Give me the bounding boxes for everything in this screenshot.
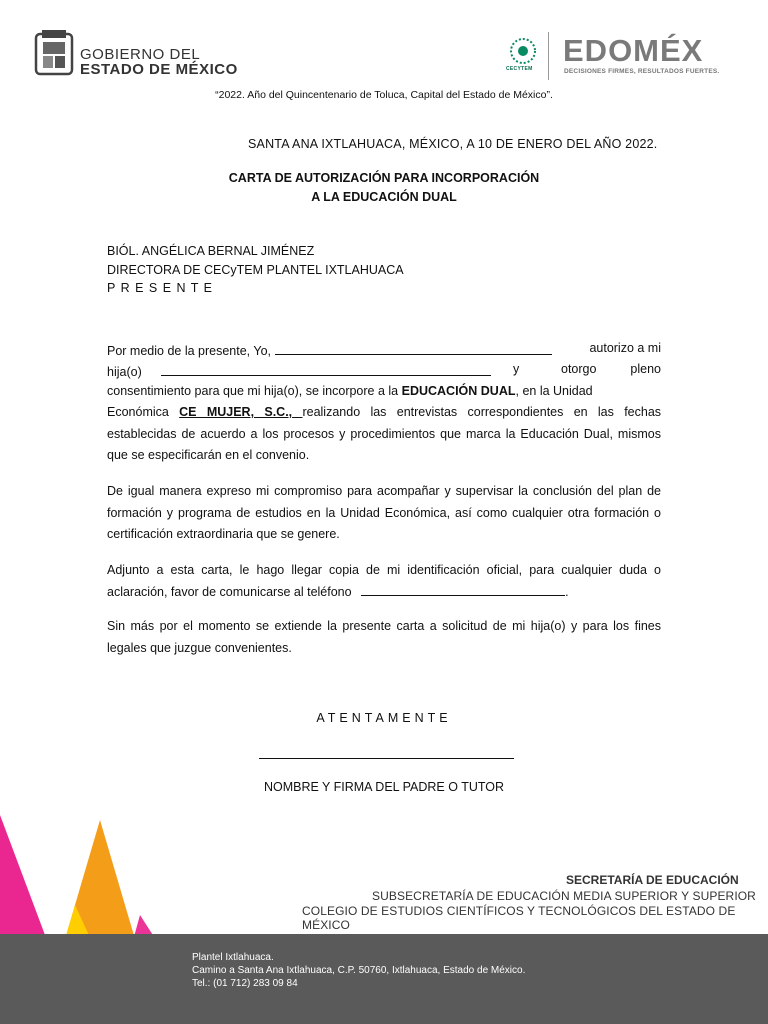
atentamente: ATENTAMENTE <box>316 711 452 725</box>
signature-line[interactable] <box>259 758 514 759</box>
secretaria-line2: SUBSECRETARÍA DE EDUCACIÓN MEDIA SUPERIOR Y SUPERIOR <box>372 889 756 903</box>
company-name: CE MUJER, S.C., <box>179 405 303 419</box>
secretaria-line1: SECRETARÍA DE EDUCACIÓN <box>566 873 739 887</box>
recipient-position: DIRECTORA DE CECyTEM PLANTEL IXTLAHUACA <box>107 263 404 277</box>
letter-title-line2: A LA EDUCACIÓN DUAL <box>311 190 457 204</box>
estado-de-mexico-shield-logo <box>34 30 74 76</box>
gobierno-line1: GOBIERNO DEL <box>80 46 201 63</box>
letter-title-line1: CARTA DE AUTORIZACIÓN PARA INCORPORACIÓN <box>228 171 540 185</box>
phone-blank[interactable] <box>361 582 565 596</box>
signature-label: NOMBRE Y FIRMA DEL PADRE O TUTOR <box>263 780 505 794</box>
recipient-name: BIÓL. ANGÉLICA BERNAL JIMÉNEZ <box>107 244 315 258</box>
header-divider <box>548 32 549 80</box>
footer-phone: Tel.: (01 712) 283 09 84 <box>192 978 298 989</box>
footer-bar <box>0 934 768 1024</box>
paragraph-2: De igual manera expreso mi compromiso para acompañar y supervisar la conclusión del plan de formación y programa de estudios en la Unidad Económica, así como cualquier otra formación o certificación extraordinaria que se genere. <box>107 484 661 541</box>
secretaria-line3: COLEGIO DE ESTUDIOS CIENTÍFICOS Y TECNOLÓGICOS DEL ESTADO DE MÉXICO <box>302 904 736 932</box>
parent-name-blank[interactable] <box>275 341 552 355</box>
presente: P R E S E N T E <box>107 281 214 295</box>
paragraph-3: Adjunto a esta carta, le hago llegar copia de mi identificación oficial, para cualquier duda o aclaración, favor de comunicarse al teléfono . <box>107 563 661 599</box>
child-name-blank[interactable] <box>161 362 491 376</box>
paragraph-1-line3: consentimiento para que mi hija(o), se incorpore a la EDUCACIÓN DUAL, en la Unidad <box>107 384 593 398</box>
footer-address: Camino a Santa Ana Ixtlahuaca, C.P. 50760, Ixtlahuaca, Estado de México. <box>192 965 526 976</box>
edomex-logo: EDOMÉX <box>563 33 704 68</box>
educacion-dual-highlight: EDUCACIÓN DUAL <box>401 384 516 398</box>
edomex-slogan: DECISIONES FIRMES, RESULTADOS FUERTES. <box>564 68 720 75</box>
paragraph-4: Sin más por el momento se extiende la presente carta a solicitud de mi hija(o) y para los fines legales que juzgue convenientes. <box>107 619 661 655</box>
cecytem-label: CECYTEM <box>506 66 533 72</box>
gobierno-line2: ESTADO DE MÉXICO <box>80 61 238 78</box>
year-motto: “2022. Año del Quincentenario de Toluca, Capital del Estado de México”. <box>215 89 553 101</box>
paragraph-1-line1: Por medio de la presente, Yo, autorizo a mi <box>107 341 661 358</box>
footer-plantel: Plantel Ixtlahuaca. <box>192 952 274 963</box>
paragraph-1-rest: Económica CE MUJER, S.C., realizando las entrevistas correspondientes en las fechas establecidas de acuerdo a los procesos y procedimientos que marca la Educación Dual, mismos que se especificarán en el convenio. <box>107 405 662 462</box>
date-line: SANTA ANA IXTLAHUACA, MÉXICO, A 10 DE ENERO DEL AÑO 2022. <box>248 137 658 151</box>
paragraph-1-line2: hija(o) y otorgo pleno <box>107 362 661 379</box>
